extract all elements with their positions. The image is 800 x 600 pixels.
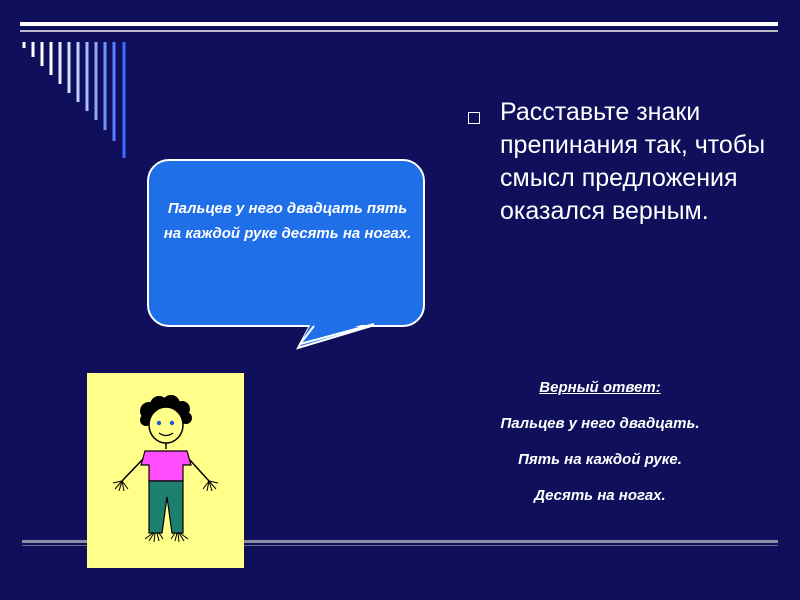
head [149,407,183,443]
left-hand [113,481,128,491]
task-instruction: Расставьте знаки препинания так, чтобы смысл предложения оказался верным. [500,98,766,225]
boy-drawing [87,373,244,568]
answer-line-2: Пять на каждой руке. [518,451,682,468]
speech-bubble-text: Пальцев у него двадцать пять на каждой руке десять на ногах. [163,200,412,242]
right-hand [203,481,218,491]
right-arm [189,459,209,481]
left-eye [157,421,161,425]
answer-title: Верный ответ: [539,379,661,396]
right-foot [171,533,188,542]
answer-line-1: Пальцев у него двадцать. [500,415,700,432]
left-foot [145,533,163,542]
shirt [141,451,191,481]
answer-line-3: Десять на ногах. [534,487,666,504]
pants [149,481,183,533]
left-arm [122,459,143,481]
answer-block [440,378,760,522]
right-eye [170,421,174,425]
boy-illustration [87,373,244,568]
